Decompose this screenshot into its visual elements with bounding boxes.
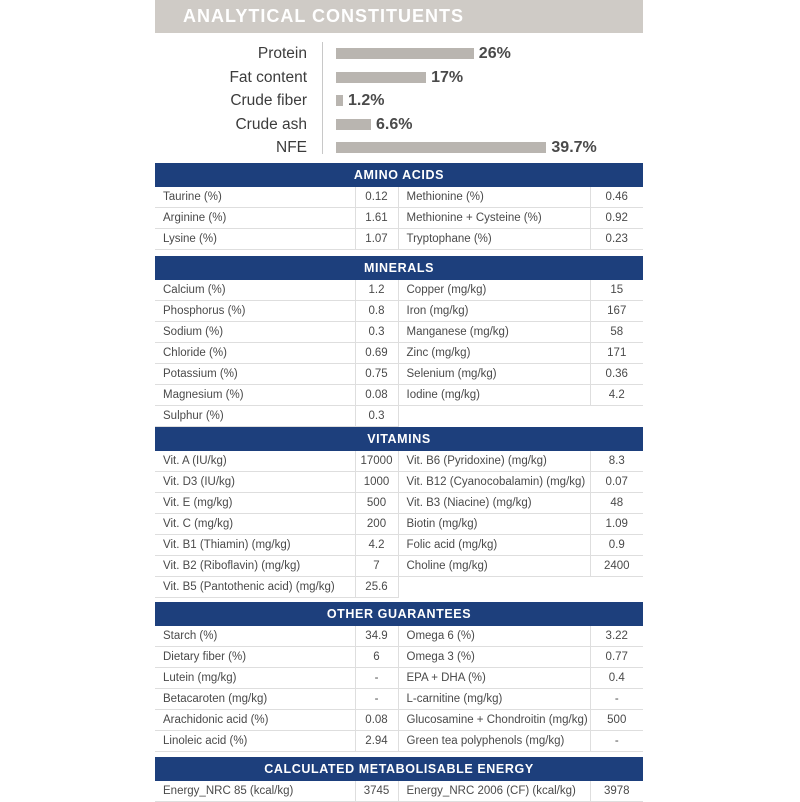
nutrient-value: 1.2 — [355, 280, 398, 301]
nutrient-value: 1.61 — [355, 208, 398, 229]
nutrient-name: Copper (mg/kg) — [398, 280, 590, 301]
nutrient-name: Taurine (%) — [155, 187, 355, 208]
nutrient-name: Iodine (mg/kg) — [398, 385, 590, 406]
nutrient-value: 4.2 — [355, 535, 398, 556]
nutrient-name: Iron (mg/kg) — [398, 301, 590, 322]
nutrient-name: Zinc (mg/kg) — [398, 343, 590, 364]
section-title: AMINO ACIDS — [155, 163, 643, 187]
bar-label: Fat content — [229, 68, 307, 86]
nutrient-value: 2.94 — [355, 731, 398, 752]
nutrient-value: 0.3 — [355, 406, 398, 427]
table-row — [155, 731, 643, 752]
table-section — [155, 256, 643, 427]
nutrient-value: 0.9 — [590, 535, 643, 556]
bar-fill — [336, 72, 426, 83]
table-section — [155, 757, 643, 802]
bar-label: Protein — [257, 45, 307, 62]
nutrient-name: Manganese (mg/kg) — [398, 322, 590, 343]
nutrient-value: 3745 — [355, 781, 398, 802]
nutrient-name: EPA + DHA (%) — [398, 668, 590, 689]
nutrient-name: Vit. B12 (Cyanocobalamin) (mg/kg) — [398, 472, 590, 493]
nutrient-name — [398, 406, 590, 427]
bar-label: Crude ash — [235, 115, 307, 133]
bar-row — [155, 66, 643, 90]
bar-row — [155, 136, 643, 160]
nutrient-name: Arginine (%) — [155, 208, 355, 229]
nutrient-value: 0.12 — [355, 187, 398, 208]
section-title: MINERALS — [155, 256, 643, 280]
table-row — [155, 364, 643, 385]
nutrient-name: Vit. E (mg/kg) — [155, 493, 355, 514]
nutrient-value: 500 — [355, 493, 398, 514]
table-row — [155, 208, 643, 229]
nutrient-value: - — [355, 668, 398, 689]
nutrient-value: 25.6 — [355, 577, 398, 598]
nutrient-name: Methionine (%) — [398, 187, 590, 208]
nutrient-name: Omega 6 (%) — [398, 626, 590, 647]
nutrient-name: Linoleic acid (%) — [155, 731, 355, 752]
nutrient-name: Potassium (%) — [155, 364, 355, 385]
nutrient-value: 0.07 — [590, 472, 643, 493]
nutrient-value: 0.36 — [590, 364, 643, 385]
bar-row — [155, 89, 643, 113]
nutrient-name: L-carnitine (mg/kg) — [398, 689, 590, 710]
nutrient-name: Lysine (%) — [155, 229, 355, 250]
nutrient-name: Vit. B6 (Pyridoxine) (mg/kg) — [398, 451, 590, 472]
nutrient-table — [155, 626, 643, 752]
nutrient-name: Omega 3 (%) — [398, 647, 590, 668]
nutrient-name: Chloride (%) — [155, 343, 355, 364]
table-row — [155, 187, 643, 208]
table-row — [155, 451, 643, 472]
table-row — [155, 301, 643, 322]
bar-fill — [336, 48, 474, 59]
nutrient-name: Sodium (%) — [155, 322, 355, 343]
nutrient-name: Tryptophane (%) — [398, 229, 590, 250]
nutrient-name — [398, 577, 590, 598]
table-row — [155, 280, 643, 301]
nutrient-value: 3978 — [590, 781, 643, 802]
nutrient-name: Vit. D3 (IU/kg) — [155, 472, 355, 493]
nutrient-value: 3.22 — [590, 626, 643, 647]
table-section — [155, 427, 643, 598]
nutrient-value: 48 — [590, 493, 643, 514]
bar-fill — [336, 142, 546, 153]
bar-fill — [336, 119, 371, 130]
table-row — [155, 535, 643, 556]
nutrient-value: 171 — [590, 343, 643, 364]
table-row — [155, 626, 643, 647]
nutrient-value: 0.8 — [355, 301, 398, 322]
table-section — [155, 163, 643, 250]
nutrient-value: 200 — [355, 514, 398, 535]
nutrient-name: Vit. B5 (Pantothenic acid) (mg/kg) — [155, 577, 355, 598]
nutrient-value: 2400 — [590, 556, 643, 577]
nutrient-value: - — [590, 689, 643, 710]
nutrient-value — [590, 577, 643, 598]
nutrient-value: 17000 — [355, 451, 398, 472]
nutrient-table — [155, 451, 643, 598]
bar-row — [155, 42, 643, 66]
nutrient-value: 500 — [590, 710, 643, 731]
nutrient-value — [590, 406, 643, 427]
nutrient-name: Vit. B1 (Thiamin) (mg/kg) — [155, 535, 355, 556]
table-row — [155, 385, 643, 406]
section-header-analytical — [155, 0, 643, 33]
nutrient-name: Glucosamine + Chondroitin (mg/kg) — [398, 710, 590, 731]
nutrient-value: 0.92 — [590, 208, 643, 229]
nutrient-name: Calcium (%) — [155, 280, 355, 301]
table-row — [155, 322, 643, 343]
bar-value: 39.7% — [551, 139, 597, 156]
bar-label: NFE — [276, 139, 307, 156]
nutrient-value: 167 — [590, 301, 643, 322]
header-title: ANALYTICAL CONSTITUENTS — [183, 6, 465, 26]
table-row — [155, 514, 643, 535]
table-row — [155, 647, 643, 668]
nutrient-value: 1.07 — [355, 229, 398, 250]
bar-value: 1.2% — [348, 92, 385, 109]
table-row — [155, 343, 643, 364]
table-row — [155, 472, 643, 493]
bar-label: Crude fiber — [230, 92, 307, 109]
nutrient-value: 0.4 — [590, 668, 643, 689]
bar-row — [155, 113, 643, 137]
table-row — [155, 556, 643, 577]
nutrient-name: Vit. B3 (Niacine) (mg/kg) — [398, 493, 590, 514]
nutrient-name: Biotin (mg/kg) — [398, 514, 590, 535]
nutrient-value: 0.08 — [355, 385, 398, 406]
bar-value: 17% — [431, 68, 464, 86]
nutrient-value: - — [355, 689, 398, 710]
bar-value: 6.6% — [375, 115, 413, 133]
nutrient-name: Sulphur (%) — [155, 406, 355, 427]
section-title: OTHER GUARANTEES — [155, 602, 643, 626]
nutrient-name: Energy_NRC 85 (kcal/kg) — [155, 781, 355, 802]
table-row — [155, 229, 643, 250]
nutrient-table — [155, 280, 643, 427]
nutrient-value: 15 — [590, 280, 643, 301]
nutrient-name: Magnesium (%) — [155, 385, 355, 406]
nutrient-value: 7 — [355, 556, 398, 577]
section-title: VITAMINS — [155, 427, 643, 451]
nutrient-value: 6 — [355, 647, 398, 668]
nutrient-name: Starch (%) — [155, 626, 355, 647]
table-row — [155, 577, 643, 598]
bar-fill — [336, 95, 343, 106]
nutrient-name: Green tea polyphenols (mg/kg) — [398, 731, 590, 752]
nutrient-name: Selenium (mg/kg) — [398, 364, 590, 385]
nutrient-value: 1000 — [355, 472, 398, 493]
nutrient-name: Methionine + Cysteine (%) — [398, 208, 590, 229]
nutrient-value: 0.77 — [590, 647, 643, 668]
nutrient-value: 0.23 — [590, 229, 643, 250]
nutrient-value: 0.46 — [590, 187, 643, 208]
nutrient-name: Choline (mg/kg) — [398, 556, 590, 577]
nutrient-value: 4.2 — [590, 385, 643, 406]
nutrient-name: Folic acid (mg/kg) — [398, 535, 590, 556]
table-row — [155, 781, 643, 802]
nutrient-name: Energy_NRC 2006 (CF) (kcal/kg) — [398, 781, 590, 802]
table-row — [155, 689, 643, 710]
table-row — [155, 493, 643, 514]
nutrient-name: Lutein (mg/kg) — [155, 668, 355, 689]
nutrient-name: Dietary fiber (%) — [155, 647, 355, 668]
table-row — [155, 406, 643, 427]
nutrient-value: 58 — [590, 322, 643, 343]
nutrient-value: 34.9 — [355, 626, 398, 647]
nutrient-name: Vit. A (IU/kg) — [155, 451, 355, 472]
nutrient-value: 0.69 — [355, 343, 398, 364]
nutrient-table — [155, 781, 643, 802]
nutrient-value: 1.09 — [590, 514, 643, 535]
bar-value: 26% — [478, 45, 511, 62]
nutrient-value: 0.75 — [355, 364, 398, 385]
nutrient-name: Phosphorus (%) — [155, 301, 355, 322]
table-row — [155, 668, 643, 689]
table-section — [155, 602, 643, 752]
nutrient-value: 0.3 — [355, 322, 398, 343]
nutrient-name: Vit. B2 (Riboflavin) (mg/kg) — [155, 556, 355, 577]
section-title: CALCULATED METABOLISABLE ENERGY — [155, 757, 643, 781]
nutrient-name: Betacaroten (mg/kg) — [155, 689, 355, 710]
nutrient-value: 8.3 — [590, 451, 643, 472]
table-row — [155, 710, 643, 731]
nutrient-value: 0.08 — [355, 710, 398, 731]
nutrient-name: Vit. C (mg/kg) — [155, 514, 355, 535]
nutrient-name: Arachidonic acid (%) — [155, 710, 355, 731]
nutrient-value: - — [590, 731, 643, 752]
nutrient-table — [155, 187, 643, 250]
